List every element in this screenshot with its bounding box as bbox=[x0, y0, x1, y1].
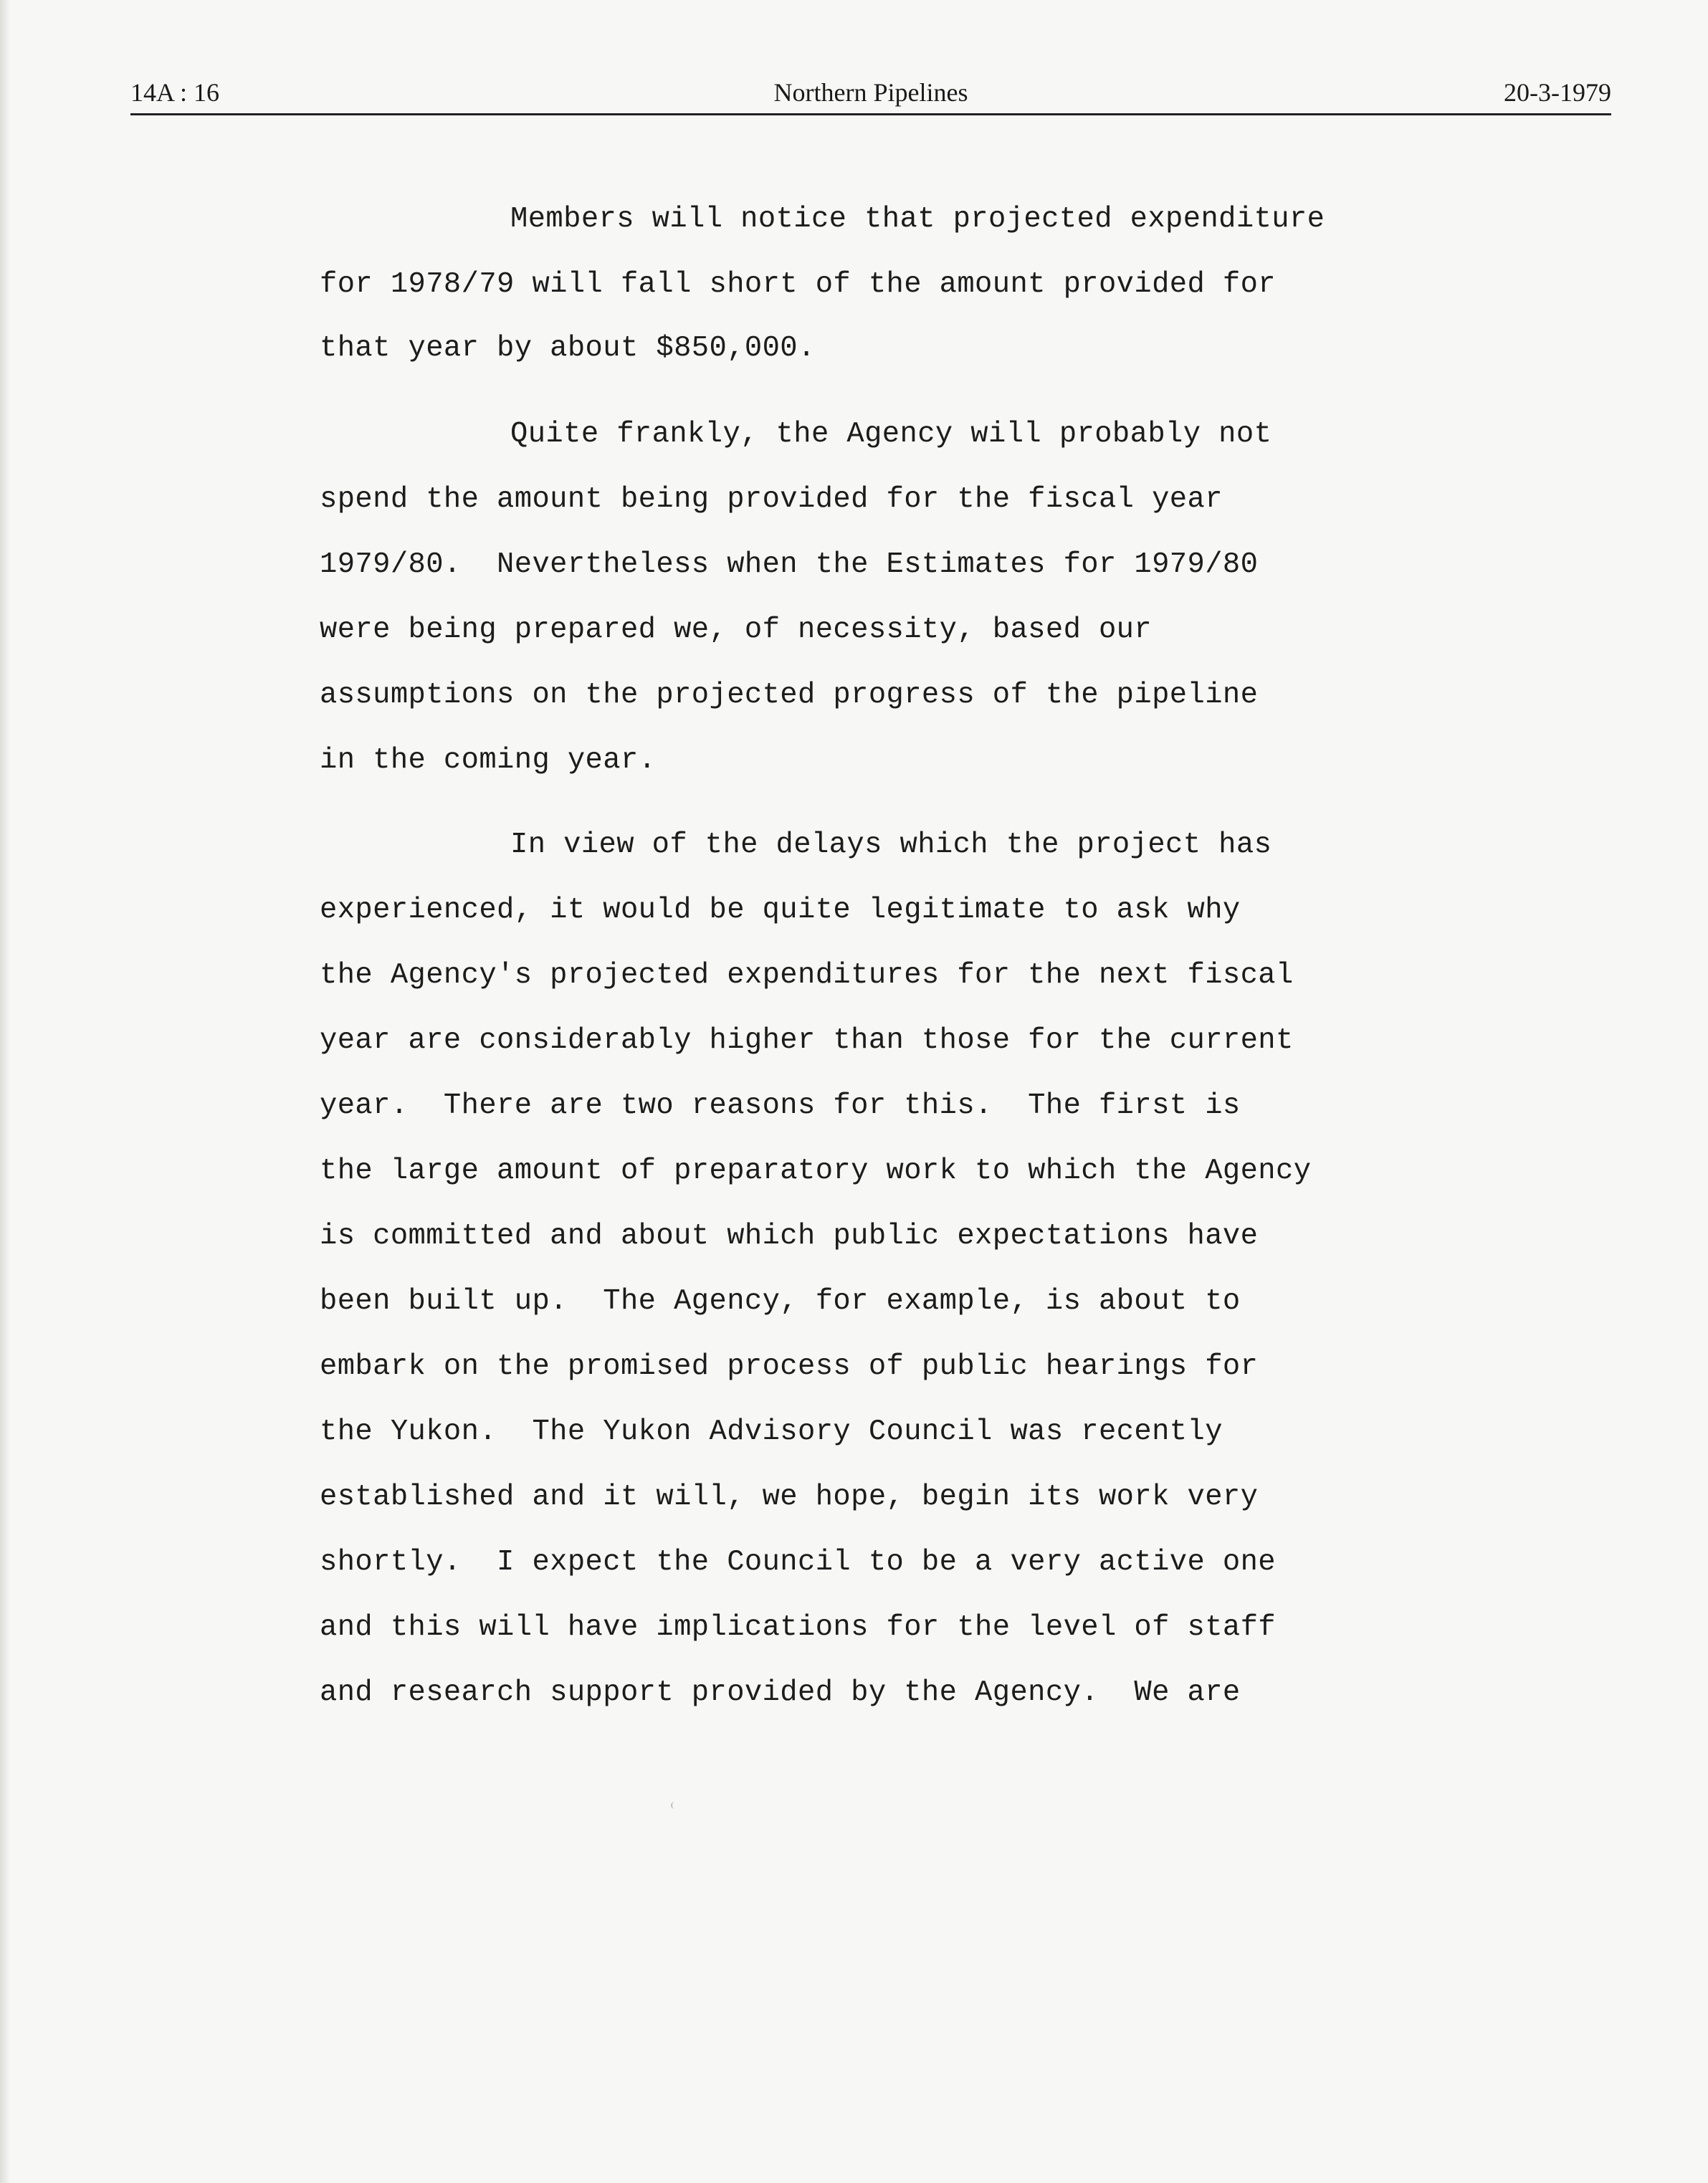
header-rule bbox=[130, 113, 1611, 115]
running-title: Northern Pipelines bbox=[773, 78, 968, 107]
text-line: assumptions on the projected progress of the pipeline bbox=[320, 679, 1259, 712]
text-line: year. There are two reasons for this. The first is bbox=[320, 1089, 1241, 1122]
text-line: is committed and about which public expectations have bbox=[320, 1220, 1259, 1253]
text-line: Quite frankly, the Agency will probably not bbox=[510, 418, 1272, 451]
text-line: that year by about $850,000. bbox=[320, 332, 816, 365]
text-line: and research support provided by the Agency. We are bbox=[320, 1676, 1241, 1709]
text-line: In view of the delays which the project has bbox=[510, 828, 1272, 861]
text-line: embark on the promised process of public hearings for bbox=[320, 1350, 1259, 1383]
paper-speck bbox=[671, 1802, 678, 1809]
text-line: the Agency's projected expenditures for the next fiscal bbox=[320, 959, 1294, 992]
text-line: in the coming year. bbox=[320, 744, 657, 777]
page-header bbox=[130, 77, 1611, 115]
text-line: experienced, it would be quite legitimate to ask why bbox=[320, 894, 1241, 927]
text-line: Members will notice that projected expenditure bbox=[510, 203, 1325, 236]
text-line: for 1978/79 will fall short of the amount provided for bbox=[320, 268, 1277, 301]
text-line: 1979/80. Nevertheless when the Estimates for 1979/80 bbox=[320, 548, 1259, 581]
text-line: the Yukon. The Yukon Advisory Council was recently bbox=[320, 1415, 1223, 1448]
text-line: spend the amount being provided for the fiscal year bbox=[320, 483, 1223, 516]
text-line: been built up. The Agency, for example, is about to bbox=[320, 1285, 1241, 1318]
page-edge-shadow bbox=[0, 0, 10, 2183]
text-line: and this will have implications for the level of staff bbox=[320, 1611, 1277, 1644]
text-line: shortly. I expect the Council to be a very active one bbox=[320, 1546, 1277, 1579]
text-line: year are considerably higher than those for the current bbox=[320, 1024, 1294, 1057]
header-date: 20-3-1979 bbox=[1504, 78, 1611, 107]
text-line: established and it will, we hope, begin its work very bbox=[320, 1481, 1259, 1514]
page-reference: 14A : 16 bbox=[130, 78, 220, 107]
text-line: the large amount of preparatory work to which the Agency bbox=[320, 1155, 1312, 1188]
text-line: were being prepared we, of necessity, based our bbox=[320, 613, 1153, 646]
